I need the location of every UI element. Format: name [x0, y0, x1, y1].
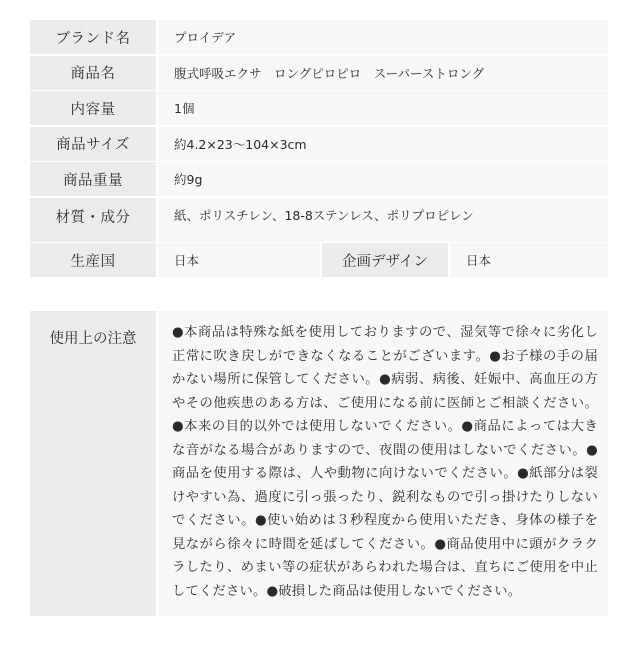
spec-value: 日本: [158, 243, 320, 277]
spec-value: 約9g: [158, 162, 608, 196]
spec-row-product-name: [30, 56, 608, 90]
spec-label-design: 企画デザイン: [322, 243, 448, 277]
spec-value: 紙、ポリスチレン、18-8ステンレス、ポリプロピレン: [158, 198, 608, 242]
spec-value: プロイデア: [158, 20, 608, 54]
spec-label: 生産国: [30, 243, 156, 277]
spec-label: 商品重量: [30, 162, 156, 196]
spec-row-material: [30, 198, 608, 242]
spec-row-size: [30, 127, 608, 161]
spec-value: 約4.2×23〜104×3cm: [158, 127, 608, 161]
spec-row-brand: [30, 20, 608, 54]
spec-label: 商品サイズ: [30, 127, 156, 161]
caution-text: ●本商品は特殊な紙を使用しておりますので、湿気等で徐々に劣化し正常に吹き戻しができなくなることがございます。●お子様の手の届かない場所に保管してください。●病弱、病後、妊娠中、高血圧の方やその他疾患のある方は、ご使用になる前に医師とご相談ください。●本来の目的以外では使用しないでください。●商品によっては大きな音がなる場合がありますので、夜間の使用はしないでください。●商品を使用する際は、人や動物に向けないでください。●紙部分は裂けやすい為、過度に引っ張ったり、鋭利なもので引っ掛けたりしないでください。●使い始めは３秒程度から使用いただき、身体の様子を見ながら徐々に時間を延ばしてください。●商品使用中に頭がクラクラしたり、めまい等の症状があらわれた場合は、直ちにご使用を中止してください。●破損した商品は使用しないでください。: [158, 311, 608, 616]
spec-row-weight: [30, 162, 608, 196]
spec-value: 腹式呼吸エクサ ロングピロピロ スーパーストロング: [158, 56, 608, 90]
spec-value-design: 日本: [450, 243, 608, 277]
spec-table: [30, 20, 608, 279]
caution-section: [30, 311, 608, 616]
spec-label: 材質・成分: [30, 198, 156, 242]
spec-row-contents: [30, 91, 608, 125]
spec-label: ブランド名: [30, 20, 156, 54]
spec-row-origin: [30, 243, 608, 277]
spec-label: 商品名: [30, 56, 156, 90]
caution-label: 使用上の注意: [30, 311, 156, 616]
spec-label: 内容量: [30, 91, 156, 125]
spec-value: 1個: [158, 91, 608, 125]
